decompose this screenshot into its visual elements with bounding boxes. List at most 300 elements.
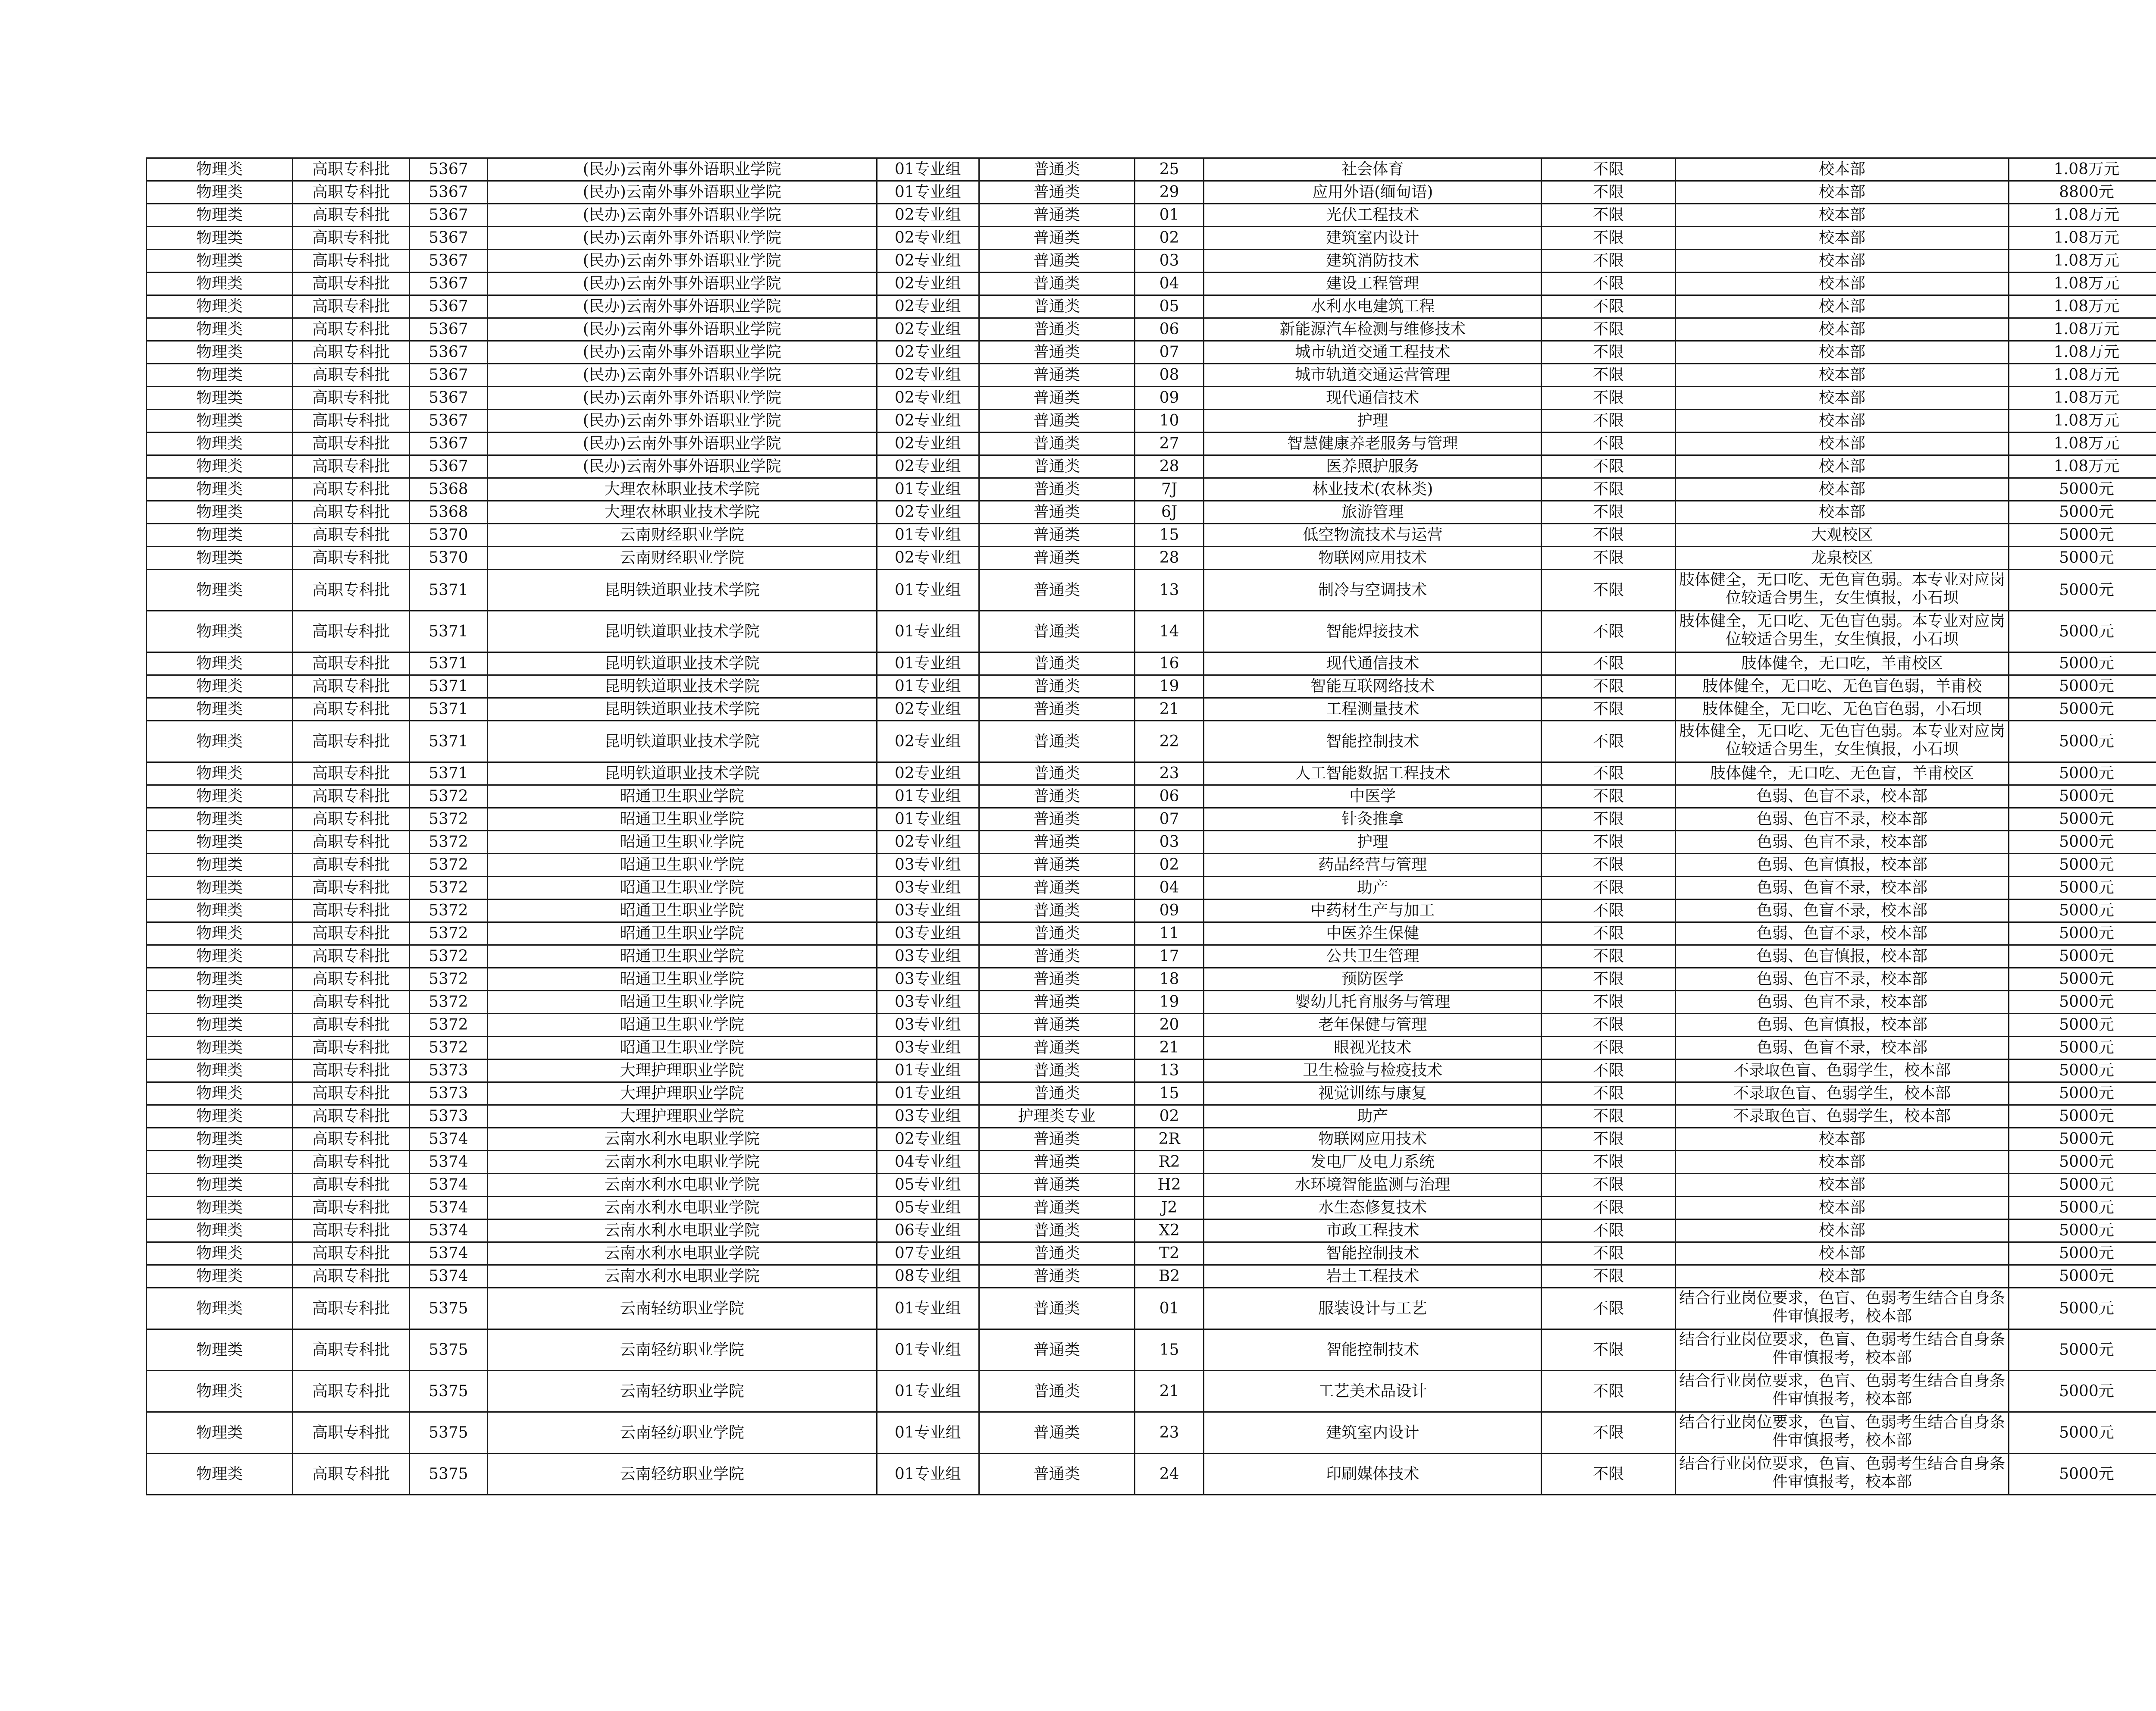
batch-cell: 高职专科批 (293, 570, 410, 611)
school-name-cell: 云南水利水电职业学院 (487, 1128, 877, 1151)
table-row (147, 181, 2156, 204)
admission-type-cell: 普通类 (979, 1371, 1134, 1412)
tuition-cell: 5000元 (2009, 1037, 2156, 1059)
school-name-cell: 云南水利水电职业学院 (487, 1151, 877, 1174)
school-name-cell: (民办)云南外事外语职业学院 (487, 295, 877, 318)
school-name-cell: 昭通卫生职业学院 (487, 831, 877, 854)
major-code-cell: 06 (1134, 785, 1204, 808)
major-code-cell: 29 (1134, 181, 1204, 204)
tuition-cell: 5000元 (2009, 721, 2156, 762)
subject-category-cell: 物理类 (147, 808, 293, 831)
table-row (147, 611, 2156, 652)
table-row (147, 1128, 2156, 1151)
major-code-cell: 15 (1134, 1082, 1204, 1105)
foreign-language-cell: 不限 (1542, 227, 1676, 250)
tuition-cell: 5000元 (2009, 478, 2156, 501)
admission-type-cell: 普通类 (979, 158, 1134, 181)
school-name-cell: (民办)云南外事外语职业学院 (487, 432, 877, 455)
batch-cell: 高职专科批 (293, 854, 410, 877)
school-name-cell: (民办)云南外事外语职业学院 (487, 455, 877, 478)
school-name-cell: 大理农林职业技术学院 (487, 478, 877, 501)
admission-type-cell: 普通类 (979, 1454, 1134, 1495)
batch-cell: 高职专科批 (293, 318, 410, 341)
table-row (147, 721, 2156, 762)
tuition-cell: 5000元 (2009, 899, 2156, 922)
batch-cell: 高职专科批 (293, 1128, 410, 1151)
major-group-cell: 07专业组 (877, 1242, 979, 1265)
major-group-cell: 03专业组 (877, 854, 979, 877)
tuition-cell: 5000元 (2009, 1105, 2156, 1128)
tuition-cell: 1.08万元 (2009, 273, 2156, 295)
major-code-cell: 23 (1134, 762, 1204, 785)
major-code-cell: 03 (1134, 831, 1204, 854)
school-name-cell: 昆明铁道职业技术学院 (487, 698, 877, 721)
batch-cell: 高职专科批 (293, 831, 410, 854)
remarks-cell: 校本部 (1676, 227, 2009, 250)
major-name-cell: 水生态修复技术 (1204, 1197, 1542, 1219)
table-row (147, 899, 2156, 922)
subject-category-cell: 物理类 (147, 1082, 293, 1105)
remarks-cell: 色弱、色盲不录，校本部 (1676, 785, 2009, 808)
admission-type-cell: 普通类 (979, 547, 1134, 570)
subject-category-cell: 物理类 (147, 1174, 293, 1197)
school-code-cell: 5375 (410, 1329, 488, 1371)
batch-cell: 高职专科批 (293, 1197, 410, 1219)
major-group-cell: 05专业组 (877, 1197, 979, 1219)
batch-cell: 高职专科批 (293, 1242, 410, 1265)
subject-category-cell: 物理类 (147, 991, 293, 1014)
school-name-cell: 昭通卫生职业学院 (487, 1037, 877, 1059)
major-code-cell: 19 (1134, 991, 1204, 1014)
table-row (147, 455, 2156, 478)
foreign-language-cell: 不限 (1542, 675, 1676, 698)
batch-cell: 高职专科批 (293, 387, 410, 410)
batch-cell: 高职专科批 (293, 364, 410, 387)
subject-category-cell: 物理类 (147, 1329, 293, 1371)
admission-type-cell: 普通类 (979, 204, 1134, 227)
table-row (147, 547, 2156, 570)
remarks-cell: 色弱、色盲不录，校本部 (1676, 831, 2009, 854)
major-code-cell: 06 (1134, 318, 1204, 341)
foreign-language-cell: 不限 (1542, 547, 1676, 570)
major-name-cell: 发电厂及电力系统 (1204, 1151, 1542, 1174)
remarks-cell: 校本部 (1676, 295, 2009, 318)
admission-type-cell: 普通类 (979, 854, 1134, 877)
major-code-cell: 02 (1134, 1105, 1204, 1128)
table-row (147, 1014, 2156, 1037)
major-name-cell: 制冷与空调技术 (1204, 570, 1542, 611)
major-name-cell: 智能控制技术 (1204, 721, 1542, 762)
remarks-cell: 校本部 (1676, 273, 2009, 295)
major-code-cell: 08 (1134, 364, 1204, 387)
batch-cell: 高职专科批 (293, 1454, 410, 1495)
table-row (147, 1174, 2156, 1197)
foreign-language-cell: 不限 (1542, 1242, 1676, 1265)
admission-type-cell: 普通类 (979, 1174, 1134, 1197)
school-name-cell: 云南轻纺职业学院 (487, 1329, 877, 1371)
major-group-cell: 02专业组 (877, 295, 979, 318)
tuition-cell: 5000元 (2009, 1151, 2156, 1174)
tuition-cell: 5000元 (2009, 1219, 2156, 1242)
subject-category-cell: 物理类 (147, 762, 293, 785)
foreign-language-cell: 不限 (1542, 808, 1676, 831)
foreign-language-cell: 不限 (1542, 1412, 1676, 1454)
remarks-cell: 校本部 (1676, 1174, 2009, 1197)
foreign-language-cell: 不限 (1542, 762, 1676, 785)
major-name-cell: 旅游管理 (1204, 501, 1542, 524)
remarks-cell: 肢体健全，无口吃、无色盲色弱。本专业对应岗位较适合男生，女生慎报，小石坝 (1676, 611, 2009, 652)
major-code-cell: 15 (1134, 524, 1204, 547)
admission-type-cell: 普通类 (979, 455, 1134, 478)
admission-type-cell: 普通类 (979, 295, 1134, 318)
major-group-cell: 03专业组 (877, 968, 979, 991)
major-group-cell: 03专业组 (877, 1105, 979, 1128)
school-name-cell: (民办)云南外事外语职业学院 (487, 227, 877, 250)
tuition-cell: 8800元 (2009, 181, 2156, 204)
table-row (147, 524, 2156, 547)
school-name-cell: (民办)云南外事外语职业学院 (487, 273, 877, 295)
tuition-cell: 1.08万元 (2009, 341, 2156, 364)
admission-type-cell: 普通类 (979, 432, 1134, 455)
batch-cell: 高职专科批 (293, 1412, 410, 1454)
school-code-cell: 5367 (410, 318, 488, 341)
school-code-cell: 5367 (410, 455, 488, 478)
major-name-cell: 应用外语(缅甸语) (1204, 181, 1542, 204)
major-code-cell: 21 (1134, 1037, 1204, 1059)
major-code-cell: 22 (1134, 721, 1204, 762)
admission-type-cell: 普通类 (979, 570, 1134, 611)
subject-category-cell: 物理类 (147, 387, 293, 410)
batch-cell: 高职专科批 (293, 204, 410, 227)
major-group-cell: 01专业组 (877, 808, 979, 831)
table-row (147, 364, 2156, 387)
remarks-cell: 色弱、色盲不录，校本部 (1676, 991, 2009, 1014)
table-row (147, 341, 2156, 364)
batch-cell: 高职专科批 (293, 410, 410, 432)
foreign-language-cell: 不限 (1542, 1288, 1676, 1329)
school-name-cell: 昭通卫生职业学院 (487, 854, 877, 877)
batch-cell: 高职专科批 (293, 295, 410, 318)
major-name-cell: 公共卫生管理 (1204, 945, 1542, 968)
foreign-language-cell: 不限 (1542, 318, 1676, 341)
remarks-cell: 不录取色盲、色弱学生，校本部 (1676, 1082, 2009, 1105)
major-name-cell: 人工智能数据工程技术 (1204, 762, 1542, 785)
subject-category-cell: 物理类 (147, 945, 293, 968)
table-row (147, 991, 2156, 1014)
remarks-cell: 色弱、色盲慎报，校本部 (1676, 945, 2009, 968)
major-code-cell: 05 (1134, 295, 1204, 318)
batch-cell: 高职专科批 (293, 1059, 410, 1082)
school-name-cell: 昭通卫生职业学院 (487, 808, 877, 831)
school-name-cell: 云南轻纺职业学院 (487, 1288, 877, 1329)
foreign-language-cell: 不限 (1542, 181, 1676, 204)
foreign-language-cell: 不限 (1542, 204, 1676, 227)
major-code-cell: 07 (1134, 808, 1204, 831)
tuition-cell: 5000元 (2009, 762, 2156, 785)
remarks-cell: 校本部 (1676, 478, 2009, 501)
tuition-cell: 1.08万元 (2009, 250, 2156, 273)
batch-cell: 高职专科批 (293, 721, 410, 762)
major-name-cell: 水环境智能监测与治理 (1204, 1174, 1542, 1197)
major-group-cell: 01专业组 (877, 785, 979, 808)
major-code-cell: 14 (1134, 611, 1204, 652)
major-code-cell: 09 (1134, 899, 1204, 922)
batch-cell: 高职专科批 (293, 181, 410, 204)
remarks-cell: 校本部 (1676, 204, 2009, 227)
major-group-cell: 01专业组 (877, 1082, 979, 1105)
major-group-cell: 01专业组 (877, 478, 979, 501)
subject-category-cell: 物理类 (147, 675, 293, 698)
subject-category-cell: 物理类 (147, 922, 293, 945)
school-name-cell: 大理农林职业技术学院 (487, 501, 877, 524)
remarks-cell: 校本部 (1676, 1265, 2009, 1288)
major-name-cell: 建筑消防技术 (1204, 250, 1542, 273)
foreign-language-cell: 不限 (1542, 1037, 1676, 1059)
school-code-cell: 5371 (410, 570, 488, 611)
major-code-cell: 19 (1134, 675, 1204, 698)
school-code-cell: 5375 (410, 1412, 488, 1454)
admission-type-cell: 普通类 (979, 1197, 1134, 1219)
foreign-language-cell: 不限 (1542, 698, 1676, 721)
table-row (147, 1265, 2156, 1288)
batch-cell: 高职专科批 (293, 1219, 410, 1242)
school-name-cell: (民办)云南外事外语职业学院 (487, 364, 877, 387)
tuition-cell: 1.08万元 (2009, 227, 2156, 250)
major-name-cell: 助产 (1204, 1105, 1542, 1128)
admission-plan-table (146, 157, 2156, 1495)
foreign-language-cell: 不限 (1542, 945, 1676, 968)
major-name-cell: 助产 (1204, 877, 1542, 899)
batch-cell: 高职专科批 (293, 478, 410, 501)
tuition-cell: 1.08万元 (2009, 387, 2156, 410)
school-code-cell: 5375 (410, 1454, 488, 1495)
subject-category-cell: 物理类 (147, 478, 293, 501)
table-row (147, 1242, 2156, 1265)
table-row (147, 295, 2156, 318)
school-name-cell: 昆明铁道职业技术学院 (487, 570, 877, 611)
major-name-cell: 低空物流技术与运营 (1204, 524, 1542, 547)
major-code-cell: 27 (1134, 432, 1204, 455)
batch-cell: 高职专科批 (293, 158, 410, 181)
school-code-cell: 5372 (410, 922, 488, 945)
foreign-language-cell: 不限 (1542, 922, 1676, 945)
major-group-cell: 01专业组 (877, 1059, 979, 1082)
admission-type-cell: 普通类 (979, 501, 1134, 524)
remarks-cell: 色弱、色盲不录，校本部 (1676, 1037, 2009, 1059)
foreign-language-cell: 不限 (1542, 1265, 1676, 1288)
remarks-cell: 校本部 (1676, 250, 2009, 273)
foreign-language-cell: 不限 (1542, 1219, 1676, 1242)
major-name-cell: 智能控制技术 (1204, 1329, 1542, 1371)
major-group-cell: 01专业组 (877, 570, 979, 611)
major-name-cell: 智能焊接技术 (1204, 611, 1542, 652)
school-name-cell: (民办)云南外事外语职业学院 (487, 181, 877, 204)
school-code-cell: 5370 (410, 524, 488, 547)
table-row (147, 1082, 2156, 1105)
school-code-cell: 5372 (410, 785, 488, 808)
remarks-cell: 肢体健全，无口吃、无色盲，羊甫校区 (1676, 762, 2009, 785)
admission-type-cell: 普通类 (979, 1037, 1134, 1059)
foreign-language-cell: 不限 (1542, 158, 1676, 181)
school-name-cell: 昆明铁道职业技术学院 (487, 652, 877, 675)
school-code-cell: 5372 (410, 1014, 488, 1037)
remarks-cell: 校本部 (1676, 410, 2009, 432)
remarks-cell: 结合行业岗位要求，色盲、色弱考生结合自身条件审慎报考，校本部 (1676, 1454, 2009, 1495)
remarks-cell: 校本部 (1676, 1128, 2009, 1151)
remarks-cell: 校本部 (1676, 1197, 2009, 1219)
remarks-cell: 不录取色盲、色弱学生，校本部 (1676, 1059, 2009, 1082)
school-name-cell: (民办)云南外事外语职业学院 (487, 158, 877, 181)
major-group-cell: 06专业组 (877, 1219, 979, 1242)
batch-cell: 高职专科批 (293, 968, 410, 991)
major-name-cell: 市政工程技术 (1204, 1219, 1542, 1242)
admission-type-cell: 普通类 (979, 785, 1134, 808)
remarks-cell: 校本部 (1676, 1151, 2009, 1174)
school-code-cell: 5374 (410, 1151, 488, 1174)
subject-category-cell: 物理类 (147, 877, 293, 899)
batch-cell: 高职专科批 (293, 808, 410, 831)
major-name-cell: 工艺美术品设计 (1204, 1371, 1542, 1412)
tuition-cell: 5000元 (2009, 968, 2156, 991)
major-group-cell: 02专业组 (877, 721, 979, 762)
subject-category-cell: 物理类 (147, 318, 293, 341)
school-code-cell: 5367 (410, 250, 488, 273)
major-group-cell: 01专业组 (877, 1329, 979, 1371)
school-name-cell: 昭通卫生职业学院 (487, 877, 877, 899)
batch-cell: 高职专科批 (293, 991, 410, 1014)
foreign-language-cell: 不限 (1542, 854, 1676, 877)
major-code-cell: T2 (1134, 1242, 1204, 1265)
school-name-cell: 云南财经职业学院 (487, 547, 877, 570)
table-row (147, 1151, 2156, 1174)
batch-cell: 高职专科批 (293, 877, 410, 899)
foreign-language-cell: 不限 (1542, 455, 1676, 478)
admission-type-cell: 普通类 (979, 341, 1134, 364)
major-group-cell: 01专业组 (877, 524, 979, 547)
admission-type-cell: 护理类专业 (979, 1105, 1134, 1128)
major-code-cell: 10 (1134, 410, 1204, 432)
school-name-cell: (民办)云南外事外语职业学院 (487, 410, 877, 432)
major-group-cell: 02专业组 (877, 227, 979, 250)
batch-cell: 高职专科批 (293, 1371, 410, 1412)
major-code-cell: 01 (1134, 1288, 1204, 1329)
batch-cell: 高职专科批 (293, 1014, 410, 1037)
school-name-cell: 昭通卫生职业学院 (487, 899, 877, 922)
school-name-cell: 大理护理职业学院 (487, 1105, 877, 1128)
admission-type-cell: 普通类 (979, 273, 1134, 295)
batch-cell: 高职专科批 (293, 1151, 410, 1174)
school-code-cell: 5372 (410, 854, 488, 877)
batch-cell: 高职专科批 (293, 945, 410, 968)
remarks-cell: 肢体健全，无口吃、无色盲色弱。本专业对应岗位较适合男生，女生慎报，小石坝 (1676, 570, 2009, 611)
school-name-cell: 昭通卫生职业学院 (487, 991, 877, 1014)
school-name-cell: 云南水利水电职业学院 (487, 1174, 877, 1197)
tuition-cell: 5000元 (2009, 1288, 2156, 1329)
foreign-language-cell: 不限 (1542, 968, 1676, 991)
tuition-cell: 5000元 (2009, 808, 2156, 831)
tuition-cell: 1.08万元 (2009, 410, 2156, 432)
table-row (147, 652, 2156, 675)
subject-category-cell: 物理类 (147, 1197, 293, 1219)
batch-cell: 高职专科批 (293, 501, 410, 524)
school-name-cell: 昭通卫生职业学院 (487, 1014, 877, 1037)
subject-category-cell: 物理类 (147, 652, 293, 675)
tuition-cell: 5000元 (2009, 652, 2156, 675)
major-code-cell: 2R (1134, 1128, 1204, 1151)
school-code-cell: 5373 (410, 1082, 488, 1105)
major-code-cell: 03 (1134, 250, 1204, 273)
batch-cell: 高职专科批 (293, 899, 410, 922)
major-group-cell: 02专业组 (877, 364, 979, 387)
major-name-cell: 中医养生保健 (1204, 922, 1542, 945)
table-row (147, 698, 2156, 721)
major-name-cell: 城市轨道交通工程技术 (1204, 341, 1542, 364)
major-code-cell: 11 (1134, 922, 1204, 945)
table-row (147, 387, 2156, 410)
major-name-cell: 老年保健与管理 (1204, 1014, 1542, 1037)
subject-category-cell: 物理类 (147, 295, 293, 318)
subject-category-cell: 物理类 (147, 158, 293, 181)
foreign-language-cell: 不限 (1542, 611, 1676, 652)
major-name-cell: 智能互联网络技术 (1204, 675, 1542, 698)
foreign-language-cell: 不限 (1542, 877, 1676, 899)
remarks-cell: 校本部 (1676, 455, 2009, 478)
major-code-cell: 16 (1134, 652, 1204, 675)
tuition-cell: 5000元 (2009, 1371, 2156, 1412)
major-group-cell: 03专业组 (877, 945, 979, 968)
major-group-cell: 01专业组 (877, 611, 979, 652)
school-name-cell: 昭通卫生职业学院 (487, 945, 877, 968)
school-name-cell: 云南水利水电职业学院 (487, 1197, 877, 1219)
tuition-cell: 5000元 (2009, 1174, 2156, 1197)
tuition-cell: 5000元 (2009, 1014, 2156, 1037)
tuition-cell: 5000元 (2009, 1329, 2156, 1371)
major-name-cell: 现代通信技术 (1204, 387, 1542, 410)
major-code-cell: 21 (1134, 698, 1204, 721)
remarks-cell: 色弱、色盲慎报，校本部 (1676, 1014, 2009, 1037)
foreign-language-cell: 不限 (1542, 1371, 1676, 1412)
major-group-cell: 03专业组 (877, 877, 979, 899)
subject-category-cell: 物理类 (147, 547, 293, 570)
school-code-cell: 5370 (410, 547, 488, 570)
major-group-cell: 02专业组 (877, 547, 979, 570)
table-row (147, 1059, 2156, 1082)
school-code-cell: 5375 (410, 1288, 488, 1329)
foreign-language-cell: 不限 (1542, 899, 1676, 922)
school-code-cell: 5367 (410, 227, 488, 250)
school-code-cell: 5367 (410, 295, 488, 318)
subject-category-cell: 物理类 (147, 721, 293, 762)
major-group-cell: 03专业组 (877, 1014, 979, 1037)
foreign-language-cell: 不限 (1542, 785, 1676, 808)
subject-category-cell: 物理类 (147, 204, 293, 227)
tuition-cell: 5000元 (2009, 1197, 2156, 1219)
remarks-cell: 色弱、色盲不录，校本部 (1676, 922, 2009, 945)
school-name-cell: 云南财经职业学院 (487, 524, 877, 547)
major-code-cell: 24 (1134, 1454, 1204, 1495)
table-row (147, 432, 2156, 455)
remarks-cell: 校本部 (1676, 158, 2009, 181)
school-code-cell: 5372 (410, 991, 488, 1014)
major-name-cell: 眼视光技术 (1204, 1037, 1542, 1059)
foreign-language-cell: 不限 (1542, 501, 1676, 524)
table-row (147, 318, 2156, 341)
school-code-cell: 5375 (410, 1371, 488, 1412)
major-name-cell: 物联网应用技术 (1204, 547, 1542, 570)
subject-category-cell: 物理类 (147, 570, 293, 611)
admission-type-cell: 普通类 (979, 318, 1134, 341)
school-name-cell: (民办)云南外事外语职业学院 (487, 387, 877, 410)
